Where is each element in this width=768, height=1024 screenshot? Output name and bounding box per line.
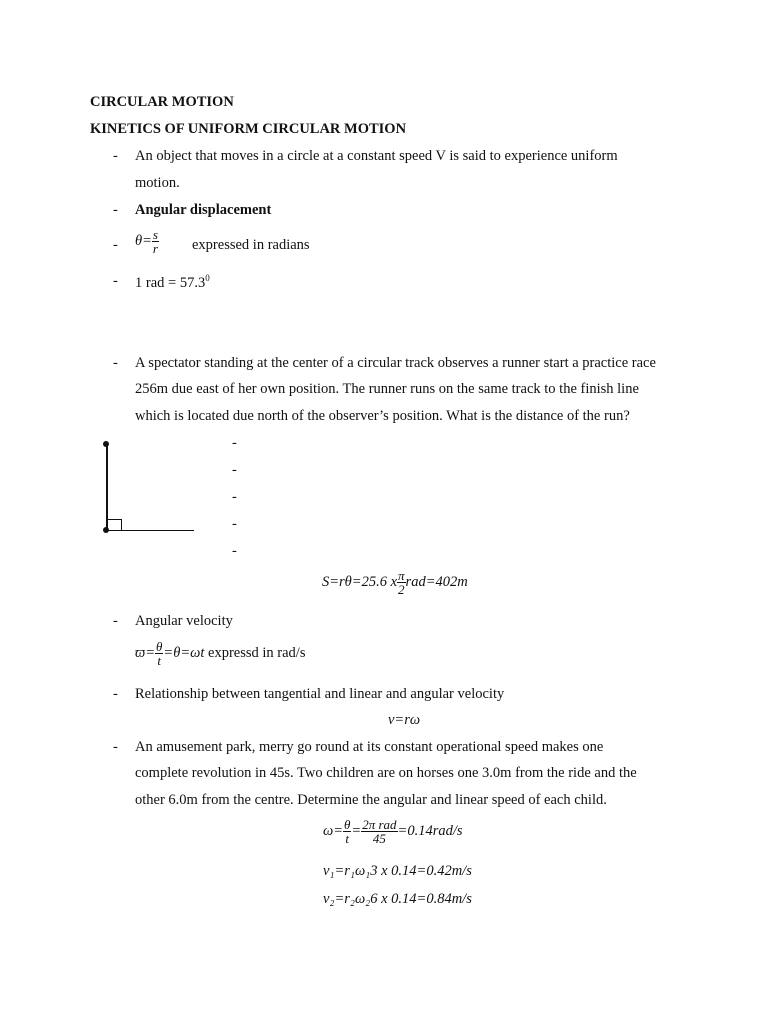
fraction-denominator: 2	[398, 582, 405, 597]
v1-text: v₁=r₁ω₁3 x 0.14=0.42	[323, 863, 452, 879]
empty-dash: -	[232, 435, 237, 451]
bullet-dash: -	[113, 355, 118, 371]
fraction-numerator: s	[152, 227, 158, 242]
degree-superscript: 0	[205, 273, 210, 283]
angular-velocity-label: Angular velocity	[135, 613, 233, 629]
angular-displacement-heading: Angular displacement	[135, 202, 272, 218]
bullet-dash: -	[113, 613, 118, 629]
problem2-line2: complete revolution in 45s. Two children are on horses one 3.0m from the ride and the	[135, 765, 637, 781]
rad-conversion-text: 1 rad = 57.3	[135, 274, 206, 291]
problem1-line2: 256m due east of her own position. The runner runs on the same track to the finish line	[135, 381, 639, 397]
v2-unit: m/s	[451, 891, 472, 907]
fraction-numerator: θ	[344, 817, 351, 832]
empty-dash: -	[232, 462, 237, 478]
solution-x: x	[386, 573, 398, 590]
fraction-denominator: t	[345, 831, 350, 846]
angular-velocity-formula	[135, 640, 305, 667]
theta-fraction	[152, 228, 159, 255]
fraction-denominator: 45	[372, 831, 386, 846]
theta-lhs: θ=	[135, 232, 152, 249]
theta-formula	[135, 228, 159, 255]
relationship-label: Relationship between tangential and linear and angular velocity	[135, 686, 505, 702]
uniform-motion-text-2: motion.	[135, 175, 180, 191]
page-title: CIRCULAR MOTION	[90, 94, 234, 110]
empty-dash: -	[232, 489, 237, 505]
problem2-line3: other 6.0m from the centre. Determine the angular and linear speed of each child.	[135, 792, 607, 808]
solution-rhs: rad=402	[405, 573, 458, 590]
av-note: expressd in rad/s	[204, 644, 306, 661]
problem1-line3: which is located due north of the observer’s position. What is the distance of the run?	[135, 408, 630, 424]
section-heading: KINETICS OF UNIFORM CIRCULAR MOTION	[90, 121, 407, 137]
solution-unit: m	[457, 573, 468, 590]
relationship-formula: v=rω	[388, 712, 421, 728]
v2-formula	[323, 891, 472, 908]
bullet-dash: -	[113, 686, 118, 702]
solution-lhs: S=rθ=25.6	[322, 573, 387, 590]
av-rhs: =θ=ωt	[163, 644, 205, 661]
empty-dash: -	[232, 543, 237, 559]
uniform-motion-text-1: An object that moves in a circle at a constant speed V is said to experience uniform	[135, 148, 618, 164]
bullet-dash: -	[113, 739, 118, 755]
two-pi-over-45	[361, 818, 397, 845]
bullet-dash: -	[113, 237, 118, 253]
bullet-dash: -	[113, 148, 118, 164]
v1-unit: m/s	[451, 863, 472, 879]
fraction-numerator: π	[398, 568, 405, 583]
rad-conversion	[135, 273, 210, 292]
problem2-line1: An amusement park, merry go round at its constant operational speed makes one	[135, 739, 604, 755]
fraction-numerator: θ	[156, 639, 163, 654]
omega-formula	[323, 818, 463, 845]
av-lhs: ϖ=	[135, 644, 156, 661]
v1-formula	[323, 863, 472, 880]
right-angle-marker	[107, 519, 122, 531]
bullet-dash: -	[113, 273, 118, 289]
fraction-denominator: r	[152, 241, 158, 256]
theta-note: expressed in radians	[192, 237, 310, 253]
bullet-dash: -	[113, 202, 118, 218]
top-point	[103, 441, 109, 447]
fraction-denominator: t	[157, 653, 162, 668]
fraction-numerator: 2π rad	[362, 817, 397, 832]
vertical-line	[106, 444, 108, 531]
omega-unit: rad/s	[432, 822, 463, 839]
omega-lhs: ω=	[323, 822, 344, 839]
problem1-line1: A spectator standing at the center of a circular track observes a runner start a practice race	[135, 355, 656, 371]
v2-text: v₂=r₂ω₂6 x 0.14=0.84	[323, 891, 452, 907]
empty-dash: -	[232, 516, 237, 532]
pi-over-two	[397, 569, 406, 596]
distance-solution	[322, 569, 468, 596]
omega-equals: =	[351, 822, 362, 839]
omega-rhs: =0.14	[397, 822, 433, 839]
